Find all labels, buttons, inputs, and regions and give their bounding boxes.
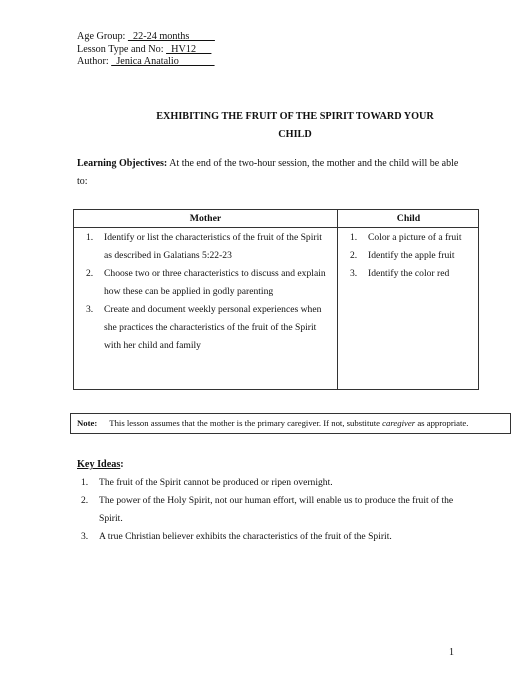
key-ideas-list xyxy=(77,474,457,546)
lesson-type-row xyxy=(77,44,215,57)
item-text: Color a picture of a fruit xyxy=(368,232,462,243)
lesson-title xyxy=(140,108,450,144)
child-column-header: Child xyxy=(337,210,479,228)
page-number: 1 xyxy=(449,647,454,658)
lesson-type-value: _HV12___ xyxy=(166,43,212,55)
key-idea-item xyxy=(77,474,457,492)
note-text-before: This lesson assumes that the mother is the primary caregiver. If not, substitute xyxy=(109,418,380,428)
column-divider xyxy=(337,227,338,389)
item-text: A true Christian believer exhibits the characteristics of the fruit of the Spirit. xyxy=(99,531,392,542)
item-number: 1. xyxy=(86,232,94,243)
age-group-value: _22-24 months_____ xyxy=(127,31,215,42)
mother-objective-item xyxy=(82,229,332,265)
child-objective-item xyxy=(346,265,478,283)
note-label: Note: xyxy=(77,418,98,428)
child-objectives-list xyxy=(346,229,478,283)
child-objective-item xyxy=(346,229,478,247)
item-number: 1. xyxy=(81,477,89,488)
item-number: 2. xyxy=(86,268,94,279)
age-group-label: Age Group: xyxy=(77,31,126,42)
item-text: Choose two or three characteristics to discuss and explain how these can be applied in godly parenting xyxy=(104,268,326,297)
lesson-header xyxy=(77,31,215,69)
item-text: Identify or list the characteristics of the fruit of the Spirit as described in Galatians 5:22-23 xyxy=(104,232,322,261)
key-ideas-heading xyxy=(77,458,124,472)
item-text: Create and document weekly personal experiences when she practices the characteristics of the fruit of the Spirit with her child and family xyxy=(104,304,322,351)
key-ideas-colon: : xyxy=(120,459,124,470)
item-number: 1. xyxy=(350,232,358,243)
note-italic-word: caregiver xyxy=(382,418,416,428)
title-line-2: CHILD xyxy=(278,129,312,140)
author-value: _Jenica Anatalio_______ xyxy=(111,56,215,68)
item-text: Identify the color red xyxy=(368,268,450,279)
learning-objectives xyxy=(77,155,467,191)
objectives-text: At the end of the two-hour session, the mother and the child will be able to: xyxy=(77,158,459,187)
key-ideas-label: Key Ideas xyxy=(77,459,121,470)
item-number: 3. xyxy=(350,268,358,279)
mother-column-header: Mother xyxy=(74,210,337,228)
child-objective-item xyxy=(346,247,478,265)
author-row xyxy=(77,56,215,69)
mother-objectives-list xyxy=(82,229,332,355)
item-number: 3. xyxy=(81,531,89,542)
objectives-label: Learning Objectives: xyxy=(77,158,168,169)
caregiver-note xyxy=(70,413,511,434)
mother-objective-item xyxy=(82,265,332,301)
item-text: Identify the apple fruit xyxy=(368,250,455,261)
title-line-1: EXHIBITING THE FRUIT OF THE SPIRIT TOWARD YOUR xyxy=(156,111,434,122)
item-number: 2. xyxy=(350,250,358,261)
author-label: Author: xyxy=(77,56,109,68)
item-text: The fruit of the Spirit cannot be produced or ripen overnight. xyxy=(99,477,333,488)
age-group-row xyxy=(77,31,215,44)
mother-objective-item xyxy=(82,301,332,355)
item-number: 2. xyxy=(81,495,89,506)
key-idea-item xyxy=(77,528,457,546)
lesson-type-label: Lesson Type and No: xyxy=(77,43,164,55)
objectives-table xyxy=(73,209,479,390)
key-idea-item xyxy=(77,492,457,528)
item-number: 3. xyxy=(86,304,94,315)
item-text: The power of the Holy Spirit, not our human effort, will enable us to produce the fruit of the Spirit. xyxy=(99,495,454,524)
note-text-after: as appropriate. xyxy=(417,418,469,428)
